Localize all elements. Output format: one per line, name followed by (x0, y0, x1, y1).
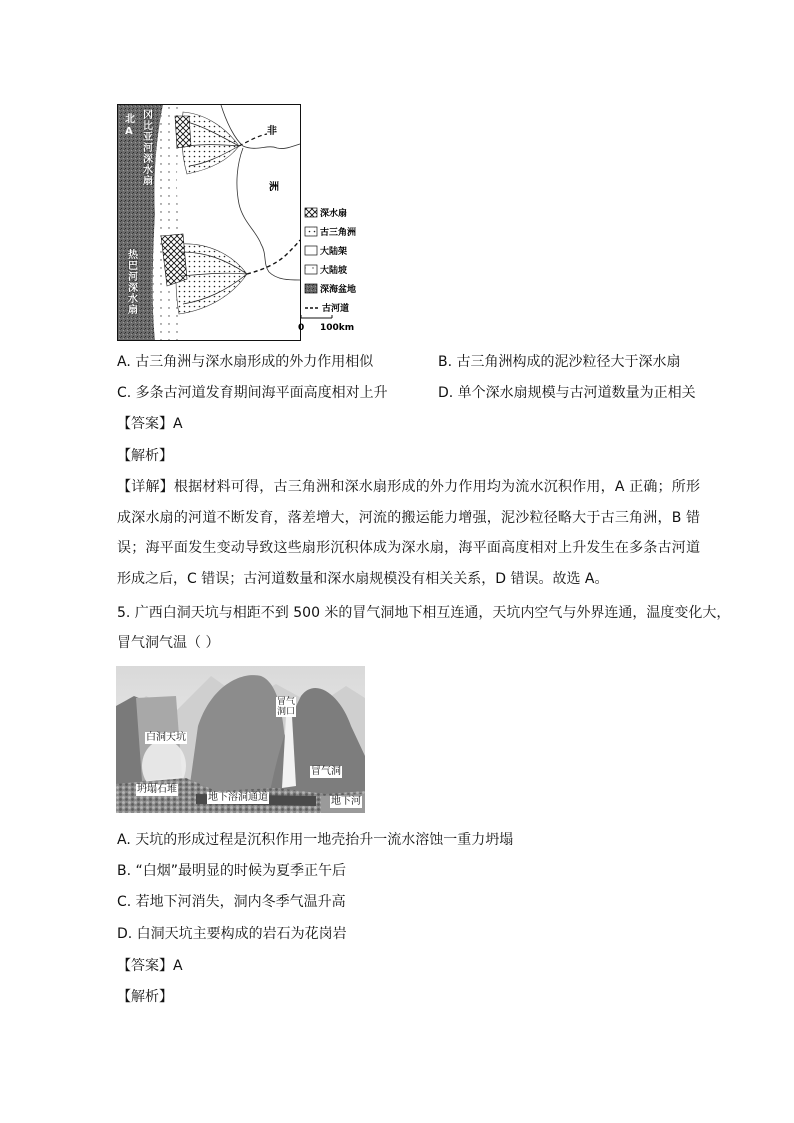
q4-option-d: D. 单个深水扇规模与古河道数量为正相关 (438, 385, 696, 401)
legend-label-delta: 古三角洲 (320, 228, 357, 238)
label-cave-mouth-line1: 冒气 (276, 697, 295, 707)
legend-label-river: 古河道 (322, 304, 350, 314)
q5-stem-line1: 5. 广西白洞天坑与相距不到 500 米的冒气洞地下相互连通，天坑内空气与外界连通，温度变化大， (117, 605, 731, 621)
legend-label-shelf: 大陆架 (320, 247, 348, 257)
q5-option-d: D. 白洞天坑主要构成的岩石为花岗岩 (117, 926, 347, 942)
label-cave-mouth-line2: 洞口 (276, 707, 295, 717)
legend-label-basin: 深海盆地 (320, 285, 357, 295)
q5-option-b: B. “白烟”最明显的时候为夏季正午后 (117, 863, 347, 879)
scale-zero: 0 (298, 323, 305, 333)
q5-stem-line2: 冒气洞气温（ ） (117, 635, 220, 651)
north-label: 北 (125, 114, 135, 125)
fan1-label: 冈比亚河深水扇 (143, 110, 153, 187)
q4-option-a: A. 古三角洲与深水扇形成的外力作用相似 (117, 354, 374, 370)
map-legend (305, 207, 356, 314)
north-arrow-icon: A (125, 126, 133, 137)
legend-label-fan: 深水扇 (320, 209, 348, 219)
label-rubble: 坍塌石堆 (137, 784, 177, 795)
blank-box-icon (305, 246, 317, 255)
fan2-label: 热巴河深水扇 (128, 250, 138, 316)
dark-texture-icon (305, 284, 317, 293)
q5-option-a: A. 天坑的形成过程是沉积作用一地壳抬升一流水溶蚀一重力坍塌 (117, 832, 514, 848)
label-river: 地下河 (331, 796, 361, 807)
continent-label-2: 洲 (269, 182, 279, 193)
legend-label-slope: 大陆坡 (320, 266, 348, 276)
q5-option-c: C. 若地下河消失，洞内冬季气温升高 (117, 894, 346, 910)
q4-answer: 【答案】A (117, 416, 183, 432)
label-maoqidong: 冒气洞 (311, 766, 341, 777)
scale-label: 100km (320, 323, 355, 333)
q5-answer: 【答案】A (117, 958, 183, 974)
q4-option-b: B. 古三角洲构成的泥沙粒径大于深水扇 (438, 354, 681, 370)
q5-analysis-label: 【解析】 (117, 989, 173, 1005)
label-channel: 地下溶洞通道 (208, 792, 268, 803)
sparse-dots-icon (305, 265, 317, 274)
q4-option-c: C. 多条古河道发育期间海平面高度相对上升 (117, 385, 388, 401)
continent-label-1: 非 (267, 126, 277, 137)
crosshatch-icon (305, 208, 317, 217)
q4-detail: 【详解】根据材料可得，古三角洲和深水扇形成的外力作用均为流水沉积作用，A 正确；所形成深水扇的河道不断发育，落差增大，河流的搬运能力增强，泥沙粒径略大于古三角洲，B 错误；海平面发生变动导致这些扇形沉积体成为深水扇，海平面高度相对上升发生在多条古河道形成之后，C 错误；古河道数量和深水扇规模没有相关关系，D 错误。故选 A。 (117, 479, 700, 587)
label-cave-mouth (276, 697, 296, 717)
q4-analysis-label: 【解析】 (117, 448, 173, 464)
dots-icon (305, 227, 317, 236)
label-tiankeng: 白洞天坑 (146, 732, 186, 743)
